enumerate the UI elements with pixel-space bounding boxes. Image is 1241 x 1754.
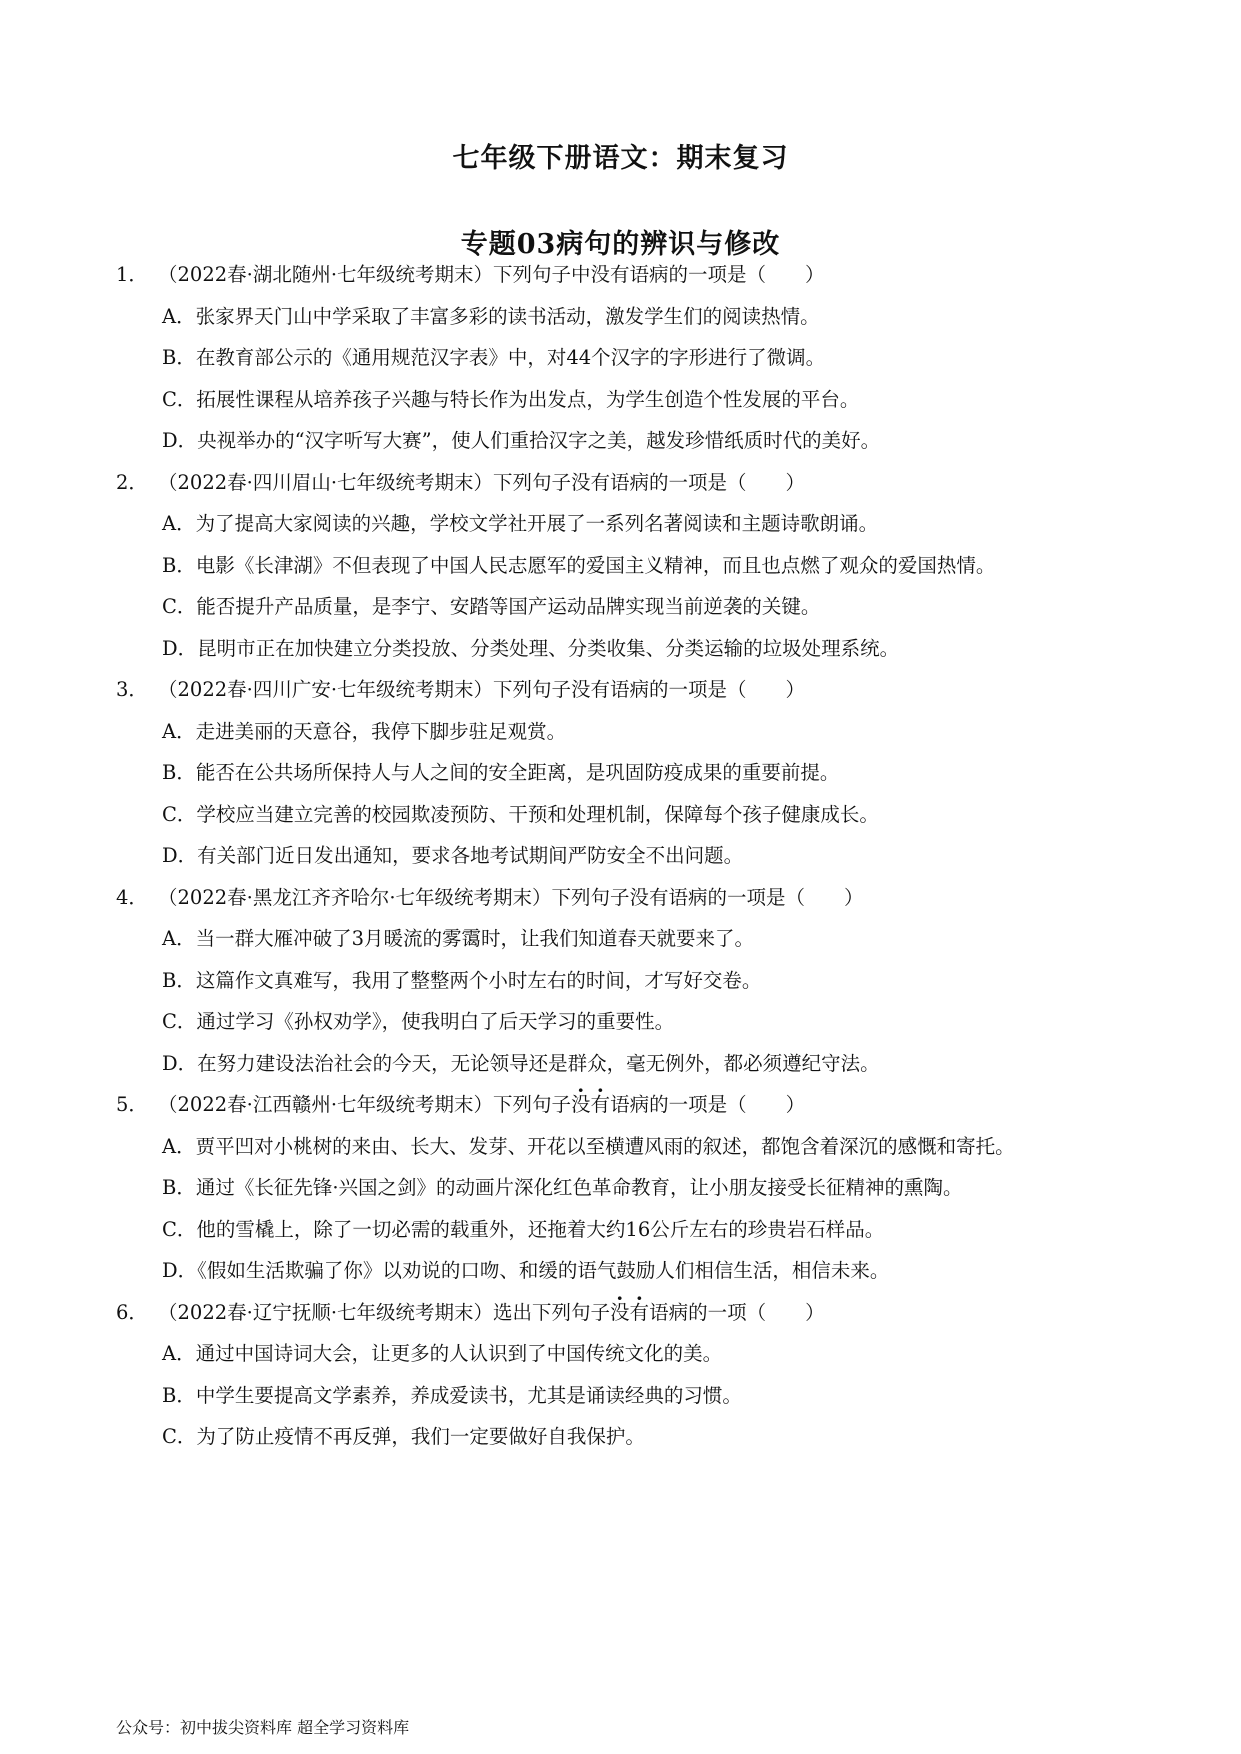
question-stem: （2022春·黑龙江齐齐哈尔·七年级统考期末）下列句子没有语病的一项是（ ） [158, 886, 864, 909]
option-c: C．为了防止疫情不再反弹，我们一定要做好自我保护。 [162, 1425, 645, 1448]
question-number: 5． [116, 1093, 148, 1116]
question-stem: （2022春·湖北随州·七年级统考期末）下列句子中没有语病的一项是（ ） [158, 263, 825, 286]
option-c: C．能否提升产品质量，是李宁、安踏等国产运动品牌实现当前逆袭的关键。 [162, 595, 821, 618]
option-c: C．通过学习《孙权劝学》，使我明白了后天学习的重要性。 [162, 1010, 675, 1033]
option-b: B．能否在公共场所保持人与人之间的安全距离，是巩固防疫成果的重要前提。 [162, 761, 840, 784]
question-number: 3． [116, 678, 148, 701]
question-stem: （2022春·辽宁抚顺·七年级统考期末）选出下列句子没有语病的一项（ ） [158, 1301, 825, 1324]
option-d: D．在努力建设法治社会的今天，无论领导还是群众，毫无例外，都必须遵纪守法。 [162, 1052, 880, 1075]
option-a: A．张家界天门山中学采取了丰富多彩的读书活动，激发学生们的阅读热情。 [162, 305, 820, 328]
option-b: B．通过《长征先锋·兴国之剑》的动画片深化红色革命教育，让小朋友接受长征精神的熏陶。 [162, 1176, 963, 1199]
option-c: C．他的雪橇上，除了一切必需的载重外，还拖着大约16公斤左右的珍贵岩石样品。 [162, 1218, 885, 1241]
option-d: D．《假如生活欺骗了你》以劝说的口吻、和缓的语气鼓励人们相信生活，相信未来。 [162, 1259, 890, 1282]
emphasis-dot-char: 没 [610, 1301, 630, 1324]
question-stem: （2022春·四川广安·七年级统考期末）下列句子没有语病的一项是（ ） [158, 678, 806, 701]
option-b: B．中学生要提高文学素养，养成爱读书，尤其是诵读经典的习惯。 [162, 1384, 742, 1407]
page-footer: 公众号：初中拔尖资料库 超全学习资料库 [116, 1718, 410, 1737]
option-d: D．昆明市正在加快建立分类投放、分类处理、分类收集、分类运输的垃圾处理系统。 [162, 637, 900, 660]
question-stem: （2022春·江西赣州·七年级统考期末）下列句子没有语病的一项是（ ） [158, 1093, 806, 1116]
page-title: 七年级下册语文：期末复习 [452, 143, 789, 174]
option-a: A．通过中国诗词大会，让更多的人认识到了中国传统文化的美。 [162, 1342, 723, 1365]
question-number: 6． [116, 1301, 148, 1324]
option-c: C．学校应当建立完善的校园欺凌预防、干预和处理机制，保障每个孩子健康成长。 [162, 803, 879, 826]
option-a: A．为了提高大家阅读的兴趣，学校文学社开展了一系列名著阅读和主题诗歌朗诵。 [162, 512, 879, 535]
question-stem: （2022春·四川眉山·七年级统考期末）下列句子没有语病的一项是（ ） [158, 471, 806, 494]
option-d: D．有关部门近日发出通知，要求各地考试期间严防安全不出问题。 [162, 844, 744, 867]
question-number: 2． [116, 471, 148, 494]
question-number: 4． [116, 886, 148, 909]
emphasis-dot-char: 有 [629, 1301, 650, 1324]
option-a: A．当一群大雁冲破了3月暖流的雾霭时，让我们知道春天就要来了。 [162, 927, 754, 950]
option-c: C．拓展性课程从培养孩子兴趣与特长作为出发点，为学生创造个性发展的平台。 [162, 388, 860, 411]
option-b: B．电影《长津湖》不但表现了中国人民志愿军的爱国主义精神，而且也点燃了观众的爱国热情。 [162, 554, 996, 577]
emphasis-dot-char: 有 [590, 1093, 611, 1116]
option-b: B．这篇作文真难写，我用了整整两个小时左右的时间，才写好交卷。 [162, 969, 762, 992]
page-subtitle: 专题03病句的辨识与修改 [460, 229, 781, 260]
emphasis-dot-char: 没 [571, 1093, 591, 1116]
option-b: B．在教育部公示的《通用规范汉字表》中，对44个汉字的字形进行了微调。 [162, 346, 826, 369]
option-a: A．贾平凹对小桃树的来由、长大、发芽、开花以至横遭风雨的叙述，都饱含着深沉的感慨和寄托。 [162, 1135, 1015, 1158]
option-d: D．央视举办的“汉字听写大赛”，使人们重拾汉字之美，越发珍惜纸质时代的美好。 [162, 429, 881, 452]
question-number: 1． [116, 263, 148, 286]
option-a: A．走进美丽的天意谷，我停下脚步驻足观赏。 [162, 720, 567, 743]
